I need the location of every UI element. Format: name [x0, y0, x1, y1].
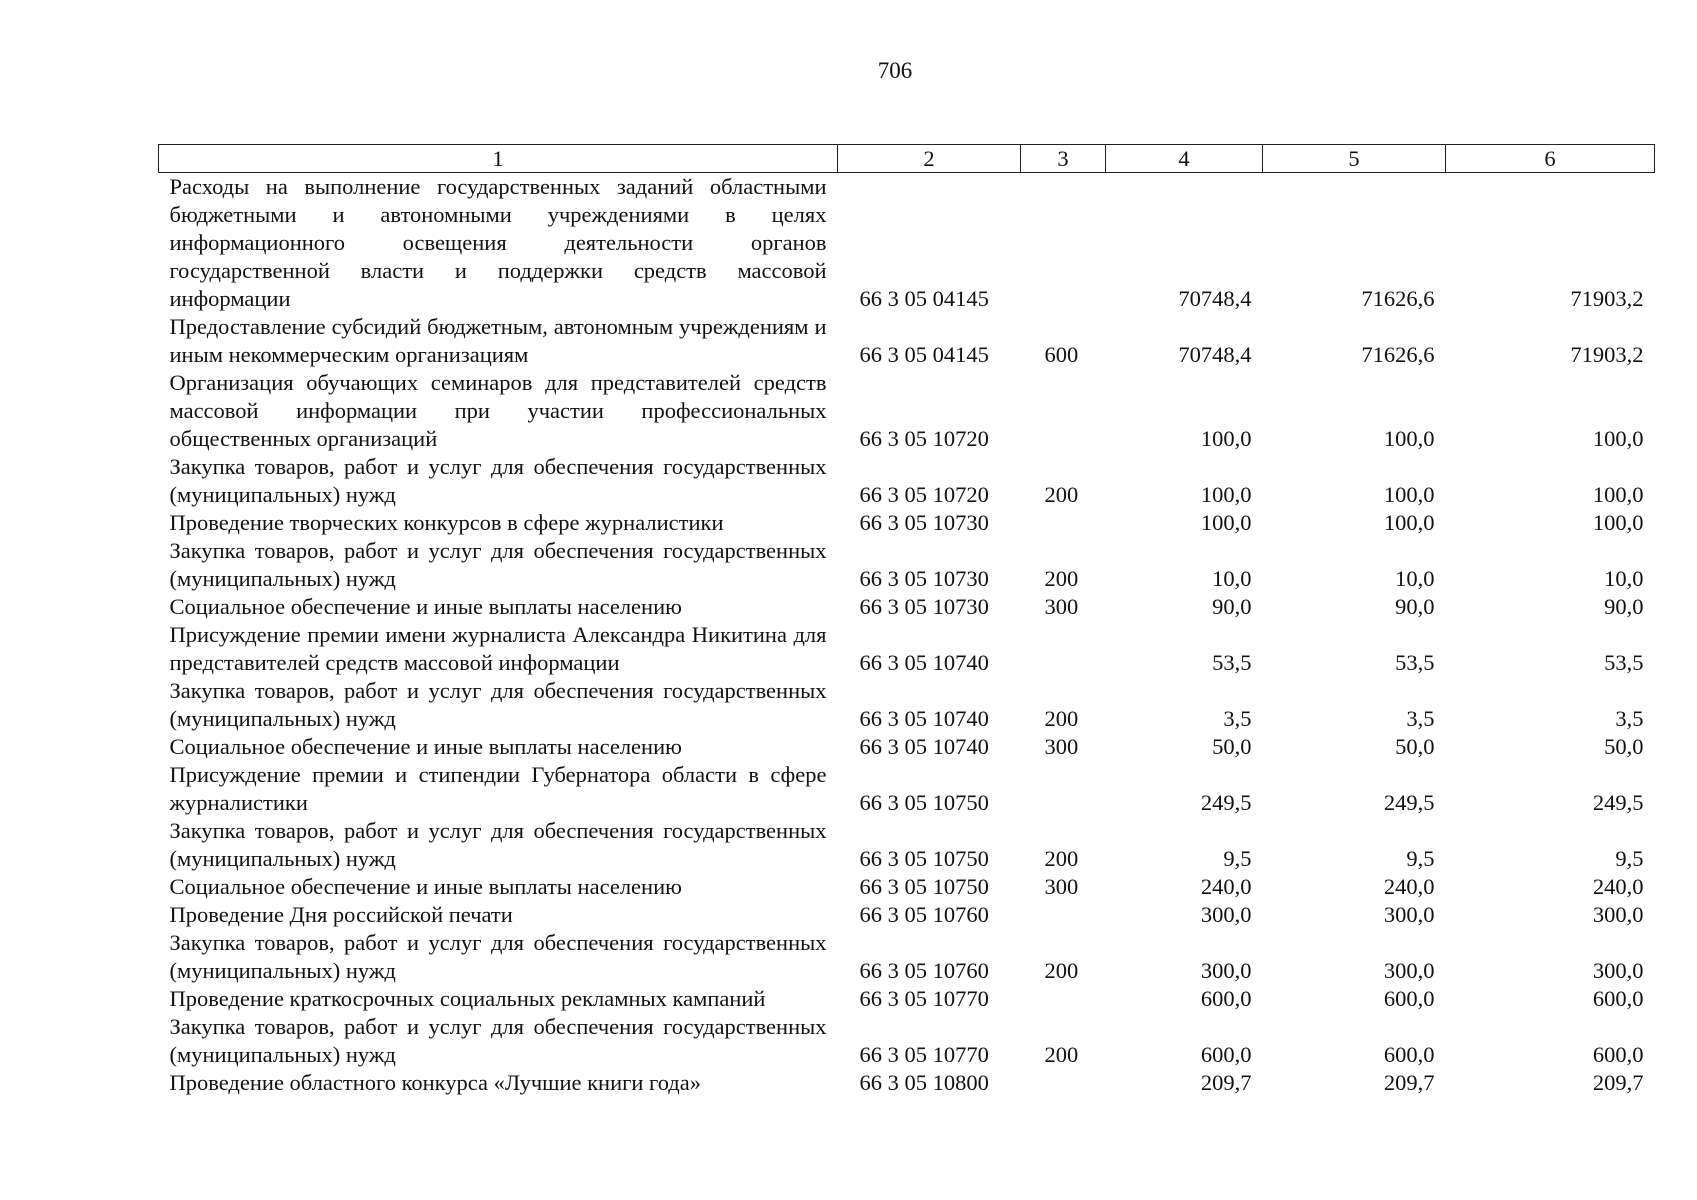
row-value-4: 90,0 — [1212, 594, 1252, 619]
table-row — [159, 453, 1655, 509]
row-type — [1021, 621, 1106, 677]
table-row — [159, 537, 1655, 593]
header-col-3: 3 — [1021, 145, 1106, 173]
row-code: 66 3 05 10730 — [859, 566, 989, 591]
row-value-5: 53,5 — [1395, 650, 1435, 675]
table-row — [159, 1069, 1655, 1097]
table-row — [159, 929, 1655, 985]
row-value-5: 9,5 — [1406, 846, 1435, 871]
row-type: 200 — [1044, 482, 1079, 507]
header-col-6: 6 — [1446, 145, 1655, 173]
row-value-4: 600,0 — [1200, 1042, 1252, 1067]
row-code: 66 3 05 10750 — [859, 846, 989, 871]
row-name: Социальное обеспечение и иные выплаты населению — [169, 594, 682, 619]
row-type — [1021, 369, 1106, 453]
row-value-4: 249,5 — [1200, 790, 1252, 815]
row-code: 66 3 05 10730 — [859, 594, 989, 619]
row-code: 66 3 05 04145 — [859, 286, 989, 311]
row-code: 66 3 05 10720 — [859, 426, 989, 451]
row-value-5: 10,0 — [1395, 566, 1435, 591]
row-type — [1021, 173, 1106, 314]
row-code: 66 3 05 04145 — [859, 342, 989, 367]
row-value-5: 249,5 — [1383, 790, 1435, 815]
row-code: 66 3 05 10750 — [859, 874, 989, 899]
row-code: 66 3 05 10770 — [859, 986, 989, 1011]
page-number: 706 — [877, 58, 913, 83]
row-value-6: 300,0 — [1592, 902, 1644, 927]
row-value-4: 50,0 — [1212, 734, 1252, 759]
table-row — [159, 313, 1655, 369]
row-value-6: 71903,2 — [1570, 286, 1644, 311]
header-col-1: 1 — [159, 145, 838, 173]
row-value-5: 600,0 — [1383, 1042, 1435, 1067]
table-row — [159, 817, 1655, 873]
row-value-4: 3,5 — [1223, 706, 1252, 731]
row-name: Закупка товаров, работ и услуг для обеспечения государственных (муниципальных) нужд — [169, 678, 827, 731]
row-value-6: 100,0 — [1592, 510, 1644, 535]
row-value-5: 100,0 — [1383, 510, 1435, 535]
row-name: Закупка товаров, работ и услуг для обеспечения государственных (муниципальных) нужд — [169, 1014, 827, 1067]
row-name: Расходы на выполнение государственных заданий областными бюджетными и автономными учреждениями в целях информационного освещения деятельности органов государственной власти и поддержки средств массовой информации — [169, 174, 827, 311]
row-value-6: 90,0 — [1604, 594, 1644, 619]
table-row — [159, 761, 1655, 817]
row-value-5: 71626,6 — [1361, 342, 1435, 367]
header-col-4: 4 — [1106, 145, 1263, 173]
row-name: Проведение краткосрочных социальных рекламных кампаний — [169, 986, 766, 1011]
table-row — [159, 1013, 1655, 1069]
row-code: 66 3 05 10750 — [859, 790, 989, 815]
row-type: 200 — [1044, 958, 1079, 983]
row-value-6: 3,5 — [1615, 706, 1644, 731]
row-value-6: 71903,2 — [1570, 342, 1644, 367]
header-row — [159, 145, 1655, 173]
row-value-6: 600,0 — [1592, 986, 1644, 1011]
row-value-4: 100,0 — [1200, 510, 1252, 535]
row-value-5: 209,7 — [1383, 1070, 1435, 1095]
row-value-4: 209,7 — [1200, 1070, 1252, 1095]
row-value-6: 100,0 — [1592, 426, 1644, 451]
row-value-4: 240,0 — [1200, 874, 1252, 899]
row-name: Присуждение премии имени журналиста Александра Никитина для представителей средств массовой информации — [169, 622, 827, 675]
table-row — [159, 369, 1655, 453]
table-row — [159, 873, 1655, 901]
row-type — [1021, 1069, 1106, 1097]
row-name: Присуждение премии и стипендии Губернатора области в сфере журналистики — [169, 762, 827, 815]
row-value-6: 53,5 — [1604, 650, 1644, 675]
row-value-6: 9,5 — [1615, 846, 1644, 871]
row-value-6: 10,0 — [1604, 566, 1644, 591]
row-name: Закупка товаров, работ и услуг для обеспечения государственных (муниципальных) нужд — [169, 930, 827, 983]
row-value-4: 10,0 — [1212, 566, 1252, 591]
table-row — [159, 509, 1655, 537]
row-name: Проведение творческих конкурсов в сфере журналистики — [169, 510, 724, 535]
row-value-5: 300,0 — [1383, 902, 1435, 927]
row-value-6: 300,0 — [1592, 958, 1644, 983]
row-value-6: 100,0 — [1592, 482, 1644, 507]
row-value-4: 70748,4 — [1178, 342, 1252, 367]
row-type — [1021, 761, 1106, 817]
row-name: Закупка товаров, работ и услуг для обеспечения государственных (муниципальных) нужд — [169, 538, 827, 591]
row-type: 200 — [1044, 566, 1079, 591]
row-type: 600 — [1044, 342, 1079, 367]
table-row — [159, 677, 1655, 733]
row-type: 300 — [1044, 874, 1079, 899]
row-value-6: 240,0 — [1592, 874, 1644, 899]
row-name: Проведение Дня российской печати — [169, 902, 513, 927]
table-row — [159, 985, 1655, 1013]
header-col-2: 2 — [838, 145, 1021, 173]
row-value-4: 70748,4 — [1178, 286, 1252, 311]
row-type — [1021, 509, 1106, 537]
row-value-4: 300,0 — [1200, 958, 1252, 983]
row-value-4: 300,0 — [1200, 902, 1252, 927]
row-code: 66 3 05 10760 — [859, 902, 989, 927]
row-value-5: 240,0 — [1383, 874, 1435, 899]
row-code: 66 3 05 10730 — [859, 510, 989, 535]
row-name: Организация обучающих семинаров для представителей средств массовой информации при участии профессиональных общественных организаций — [169, 370, 827, 451]
row-value-5: 50,0 — [1395, 734, 1435, 759]
row-value-4: 100,0 — [1200, 426, 1252, 451]
row-name: Социальное обеспечение и иные выплаты населению — [169, 874, 682, 899]
row-type: 300 — [1044, 734, 1079, 759]
row-code: 66 3 05 10720 — [859, 482, 989, 507]
row-code: 66 3 05 10740 — [859, 706, 989, 731]
row-code: 66 3 05 10740 — [859, 734, 989, 759]
row-name: Закупка товаров, работ и услуг для обеспечения государственных (муниципальных) нужд — [169, 454, 827, 507]
budget-table — [158, 144, 1655, 1097]
row-code: 66 3 05 10740 — [859, 650, 989, 675]
row-value-6: 209,7 — [1592, 1070, 1644, 1095]
row-type — [1021, 901, 1106, 929]
row-value-6: 50,0 — [1604, 734, 1644, 759]
row-value-4: 600,0 — [1200, 986, 1252, 1011]
row-value-5: 100,0 — [1383, 482, 1435, 507]
row-name: Социальное обеспечение и иные выплаты населению — [169, 734, 682, 759]
row-code: 66 3 05 10770 — [859, 1042, 989, 1067]
row-name: Предоставление субсидий бюджетным, автономным учреждениям и иным некоммерческим организациям — [169, 314, 827, 367]
row-value-6: 600,0 — [1592, 1042, 1644, 1067]
header-col-5: 5 — [1263, 145, 1446, 173]
table-row — [159, 173, 1655, 314]
row-code: 66 3 05 10800 — [859, 1070, 989, 1095]
row-code: 66 3 05 10760 — [859, 958, 989, 983]
row-value-5: 300,0 — [1383, 958, 1435, 983]
row-value-5: 90,0 — [1395, 594, 1435, 619]
row-value-5: 3,5 — [1406, 706, 1435, 731]
table-row — [159, 901, 1655, 929]
table-row — [159, 733, 1655, 761]
row-type: 200 — [1044, 1042, 1079, 1067]
row-type: 300 — [1044, 594, 1079, 619]
row-value-5: 600,0 — [1383, 986, 1435, 1011]
row-value-4: 100,0 — [1200, 482, 1252, 507]
row-value-5: 71626,6 — [1361, 286, 1435, 311]
row-name: Проведение областного конкурса «Лучшие книги года» — [169, 1070, 701, 1095]
table-header — [159, 145, 1655, 173]
row-value-6: 249,5 — [1592, 790, 1644, 815]
row-type — [1021, 985, 1106, 1013]
row-type: 200 — [1044, 846, 1079, 871]
row-name: Закупка товаров, работ и услуг для обеспечения государственных (муниципальных) нужд — [169, 818, 827, 871]
row-value-5: 100,0 — [1383, 426, 1435, 451]
table-row — [159, 621, 1655, 677]
table-row — [159, 593, 1655, 621]
row-value-4: 9,5 — [1223, 846, 1252, 871]
row-value-4: 53,5 — [1212, 650, 1252, 675]
table-body — [159, 173, 1655, 1098]
row-type: 200 — [1044, 706, 1079, 731]
